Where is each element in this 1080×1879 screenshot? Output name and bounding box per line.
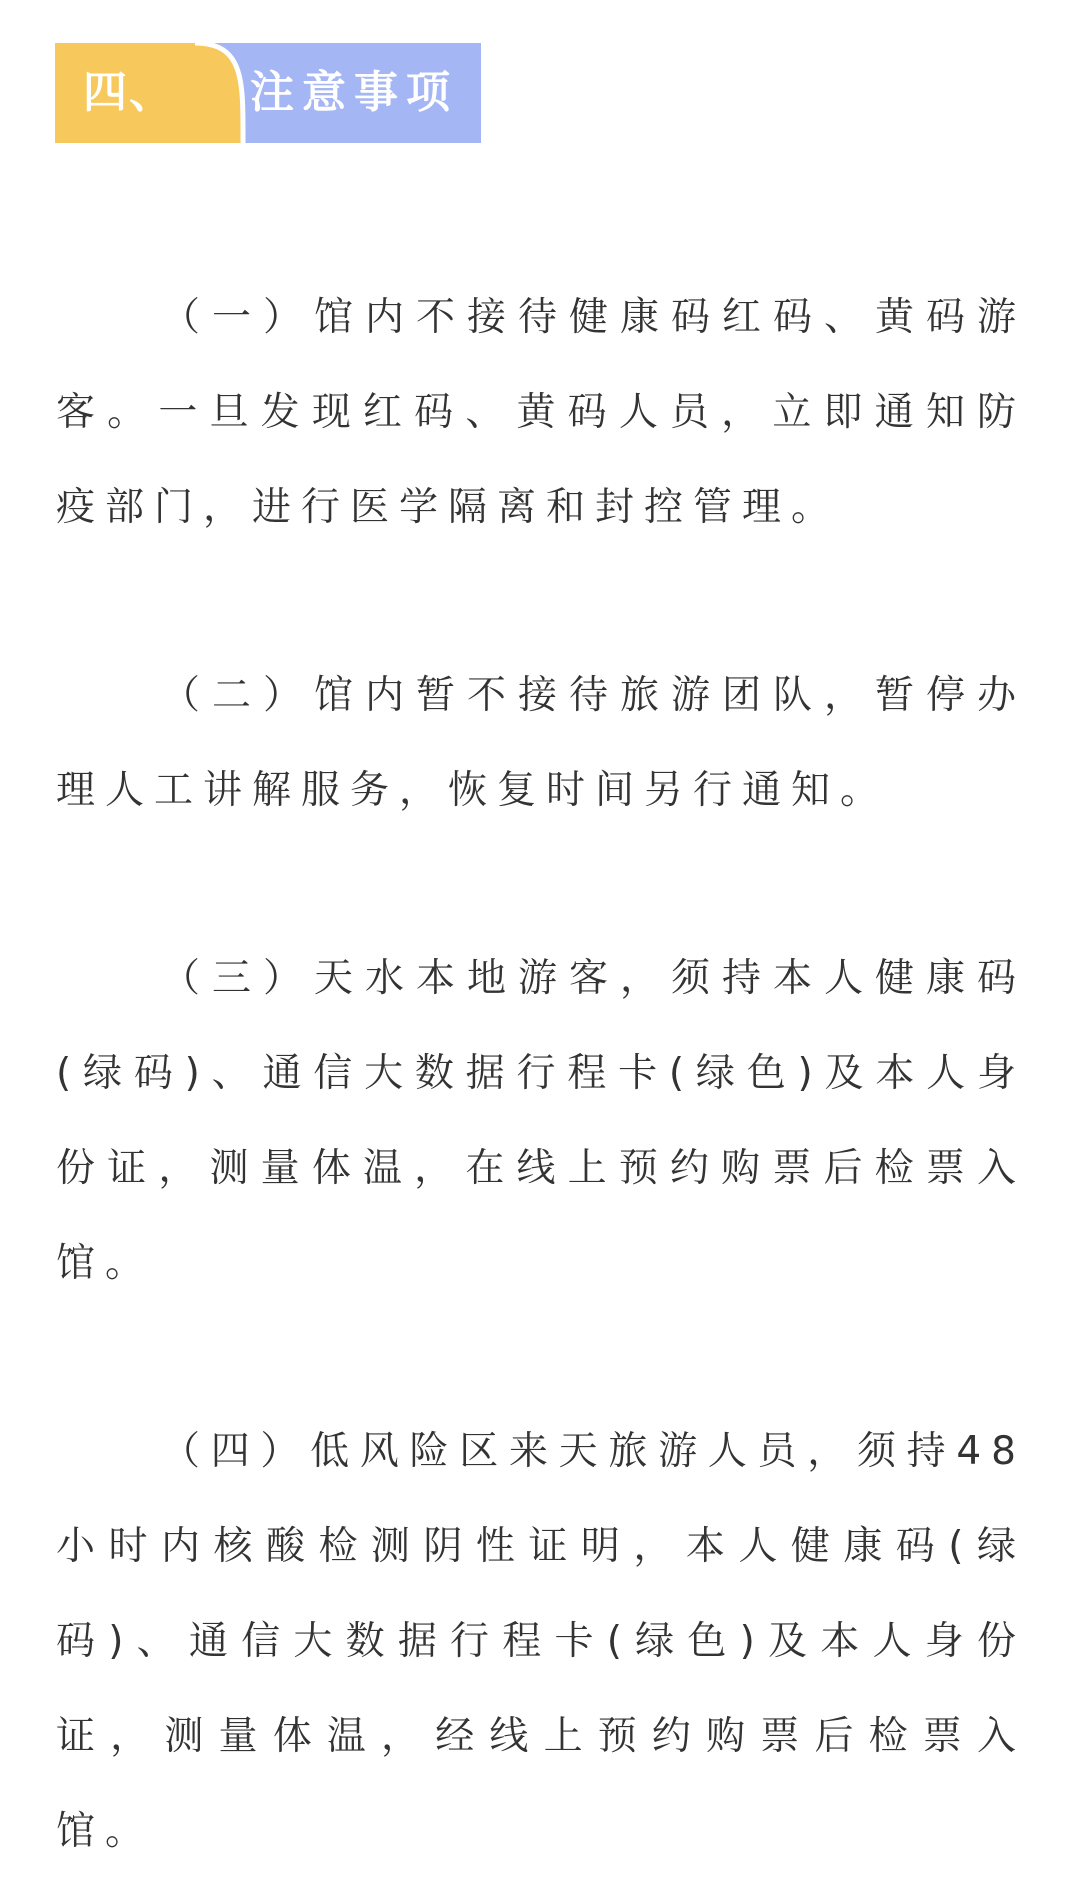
section-header — [55, 43, 481, 143]
section-title: 注意事项 — [250, 67, 458, 118]
notice-paragraph-3: （三）天水本地游客，须持本人健康码(绿码)、通信大数据行程卡(绿色)及本人身份证，测量体温，在线上预约购票后检票入馆。 — [56, 956, 1026, 1286]
notice-paragraph-4: （四）低风险区来天旅游人员，须持48小时内核酸检测阴性证明，本人健康码(绿码)、通信大数据行程卡(绿色)及本人身份证，测量体温，经线上预约购票后检票入馆。 — [56, 1429, 1026, 1854]
notice-paragraph-2: （二）馆内暂不接待旅游团队，暂停办理人工讲解服务，恢复时间另行通知。 — [56, 673, 1026, 813]
section-number: 四、 — [83, 67, 175, 118]
notice-content — [56, 270, 1026, 1879]
notice-paragraph-1: （一）馆内不接待健康码红码、黄码游客。一旦发现红码、黄码人员，立即通知防疫部门，进行医学隔离和封控管理。 — [56, 295, 1026, 530]
